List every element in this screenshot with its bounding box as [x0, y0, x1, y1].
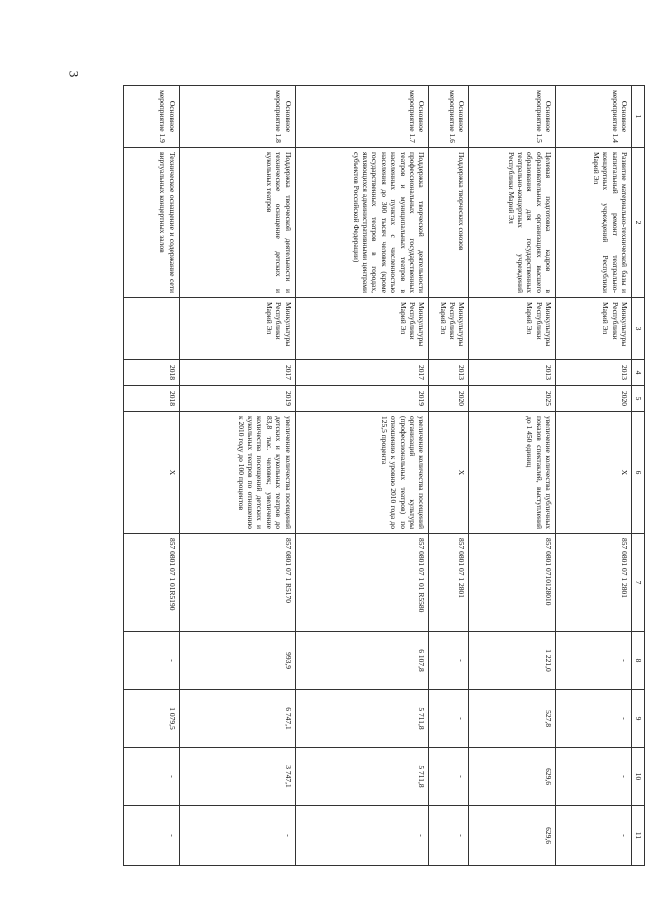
value-col8: 1 221,0	[469, 632, 556, 690]
start-year: 2013	[556, 360, 632, 386]
value-col10: 629,6	[469, 748, 556, 806]
col-header-4: 4	[632, 360, 645, 386]
col-header-2: 2	[632, 148, 645, 298]
start-year: 2013	[469, 360, 556, 386]
table-row	[429, 86, 469, 866]
activity-number: Основное мероприятие 1.4	[556, 86, 632, 148]
table-row	[469, 86, 556, 866]
value-col9: 527,8	[469, 690, 556, 748]
end-year: 2019	[179, 386, 295, 412]
budget-code: 857 0801 07 1 01 R5580	[295, 534, 429, 632]
value-col10: 5 711,8	[295, 748, 429, 806]
budget-code: 857 0801 07 1 2801	[556, 534, 632, 632]
value-col9: 6 747,1	[179, 690, 295, 748]
executor: Минкультуры Республики Марий Эл	[556, 298, 632, 360]
value-col11: -	[179, 806, 295, 866]
col-header-9: 9	[632, 690, 645, 748]
start-year: 2018	[124, 360, 180, 386]
value-col8: 993,9	[179, 632, 295, 690]
col-header-7: 7	[632, 534, 645, 632]
col-header-8: 8	[632, 632, 645, 690]
table-row	[556, 86, 632, 866]
budget-code: 857 0801 07 1 R5170	[179, 534, 295, 632]
table-row	[295, 86, 429, 866]
rotated-table-wrapper	[115, 85, 645, 885]
activity-number: Основное мероприятие 1.6	[429, 86, 469, 148]
end-year: 2020	[429, 386, 469, 412]
value-col10: -	[429, 748, 469, 806]
table-row	[179, 86, 295, 866]
activity-name: Техническое оснащение и содержание сети виртуальных концертных залов	[124, 148, 180, 298]
value-col10: -	[556, 748, 632, 806]
value-col10: 3 747,1	[179, 748, 295, 806]
col-header-1: 1	[632, 86, 645, 148]
value-col10: -	[124, 748, 180, 806]
value-col9: -	[556, 690, 632, 748]
value-col11: -	[429, 806, 469, 866]
activity-number: Основное мероприятие 1.7	[295, 86, 429, 148]
activity-name: Поддержка творческой деятельности и техническое оснащение детских и кукольных театров	[179, 148, 295, 298]
end-year: 2019	[295, 386, 429, 412]
col-header-6: 6	[632, 412, 645, 534]
executor: Минкультуры Республики Марий Эл	[429, 298, 469, 360]
end-year: 2018	[124, 386, 180, 412]
value-col11: -	[124, 806, 180, 866]
header-row	[632, 86, 645, 866]
budget-code: 857 0801 07 1 01R5190	[124, 534, 180, 632]
activity-name: Целевая подготовка кадров в образовательных организациях высшего образования для государственных театрально-концертных учреждений Республики Марий Эл	[469, 148, 556, 298]
expected-result: увеличение количества посещений организаций культуры (профессиональных театров) по отношению к уровню 2010 года до 125,5 процента	[295, 412, 429, 534]
activity-number: Основное мероприятие 1.5	[469, 86, 556, 148]
value-col9: 1 079,5	[124, 690, 180, 748]
col-header-11: 11	[632, 806, 645, 866]
start-year: 2017	[295, 360, 429, 386]
budget-code: 857 0801 0710128010	[469, 534, 556, 632]
col-header-10: 10	[632, 748, 645, 806]
value-col9: 5 711,8	[295, 690, 429, 748]
executor: Минкультуры Республики Марий Эл	[295, 298, 429, 360]
program-table	[123, 85, 645, 866]
page-number: 3	[66, 70, 82, 78]
expected-result: X	[124, 412, 180, 534]
value-col8: 6 107,8	[295, 632, 429, 690]
expected-result: увеличение количества публичных показов спектаклей, выступлений до 1 450 единиц	[469, 412, 556, 534]
value-col9: -	[429, 690, 469, 748]
value-col8: -	[556, 632, 632, 690]
value-col8: -	[429, 632, 469, 690]
value-col8: -	[124, 632, 180, 690]
executor	[124, 298, 180, 360]
expected-result: увеличение количества посещений детских и кукольных театров до 83,8 тыс. человек; увеличение количества посещений детских и кукольных театров по отношению к 2010 году до 100 процентов	[179, 412, 295, 534]
start-year: 2013	[429, 360, 469, 386]
activity-name: Развитие материально-технической базы и капитальный ремонт театрально-концертных учреждений Республики Марий Эл	[556, 148, 632, 298]
table-row	[124, 86, 180, 866]
expected-result: X	[556, 412, 632, 534]
col-header-3: 3	[632, 298, 645, 360]
start-year: 2017	[179, 360, 295, 386]
executor: Минкультуры Республики Марий Эл	[469, 298, 556, 360]
end-year: 2020	[556, 386, 632, 412]
end-year: 2025	[469, 386, 556, 412]
executor: Минкультуры Республики Марий Эл	[179, 298, 295, 360]
value-col11: 629,6	[469, 806, 556, 866]
activity-number: Основное мероприятие 1.8	[179, 86, 295, 148]
activity-number: Основное мероприятие 1.9	[124, 86, 180, 148]
activity-name: Поддержка творческой деятельности профессиональных государственных театров и муниципальных театров в населенных пунктах с численностью населения до 300 тысяч человек (кроме государственных театров в городах, являющихся административными центрами субъектов Российской Федерации)	[295, 148, 429, 298]
expected-result: X	[429, 412, 469, 534]
activity-name: Поддержка творческих союзов	[429, 148, 469, 298]
col-header-5: 5	[632, 386, 645, 412]
value-col11: -	[556, 806, 632, 866]
value-col11: -	[295, 806, 429, 866]
budget-code: 857 0801 07 1 2801	[429, 534, 469, 632]
